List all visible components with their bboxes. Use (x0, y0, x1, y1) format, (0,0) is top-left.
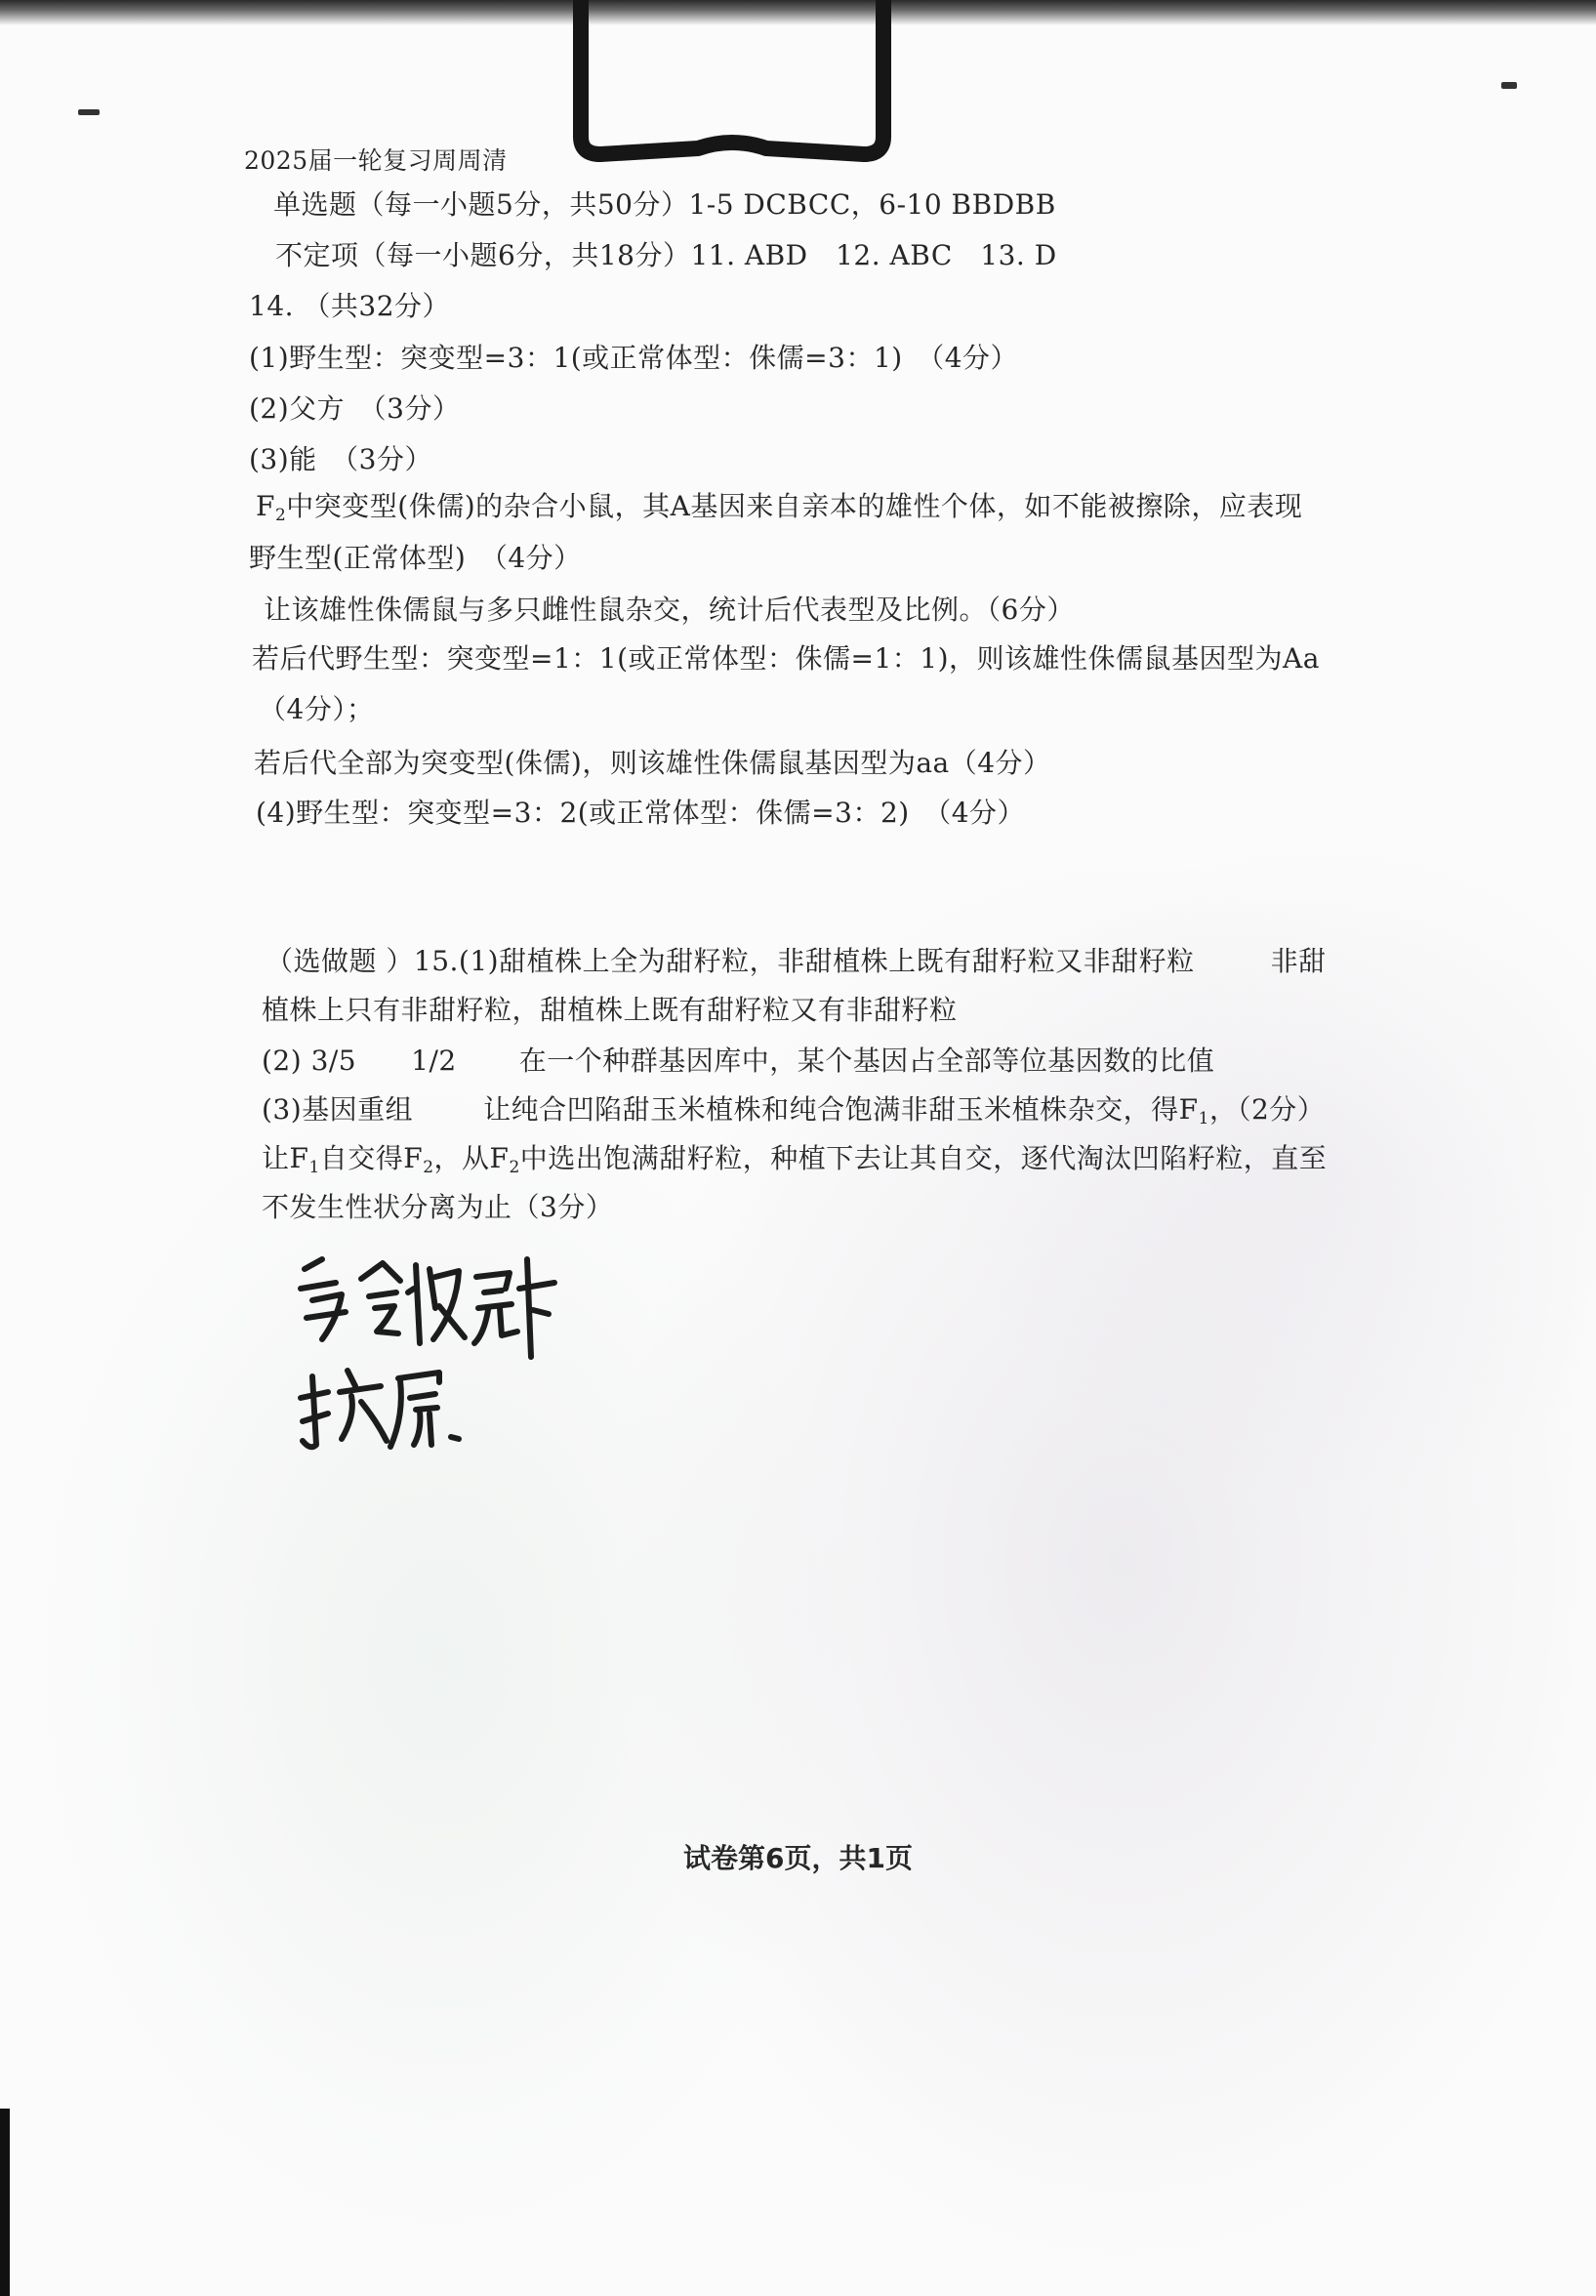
answer-q14-part1: (1)野生型：突变型=3：1(或正常体型：侏儒=3：1) （4分） (249, 342, 1019, 374)
answer-q15-part2 (262, 1045, 1214, 1078)
answer-q15-part1-cont: 植株上只有非甜籽粒，甜植株上既有甜籽粒又有非甜籽粒 (262, 994, 958, 1026)
text-segment: 非甜 (1270, 945, 1327, 977)
answer-q15-part3-cont (262, 1142, 1327, 1184)
answer-q14-heading: 14. （共32分） (249, 290, 451, 322)
text-segment: (3)基因重组 (262, 1093, 414, 1126)
subscript: 2 (509, 1158, 520, 1177)
f-symbol: F (256, 490, 275, 522)
answer-q14-result2: 若后代全部为突变型(侏儒)，则该雄性侏儒鼠基因型为aa（4分） (254, 747, 1051, 779)
answer-q14-part4: (4)野生型：突变型=3：2(或正常体型：侏儒=3：2) （4分） (256, 797, 1026, 829)
answer-q15-part3 (262, 1093, 1325, 1135)
subscript: 2 (274, 506, 287, 525)
text-segment: 中选出饱满甜籽粒，种植下去让其自交，逐代淘汰凹陷籽粒，直至 (519, 1142, 1328, 1174)
answer-q14-part3-explanation (256, 490, 1302, 532)
answer-q14-result1: 若后代野生型：突变型=1：1(或正常体型：侏儒=1：1)，则该雄性侏儒鼠基因型为Aa (252, 642, 1320, 675)
subscript: 1 (1198, 1109, 1209, 1128)
page-footer: 试卷第6页，共1页 (683, 1842, 913, 1874)
answer-q14-part2: (2)父方 （3分） (249, 392, 461, 425)
clipboard-clip-icon (571, 0, 893, 164)
text-segment: 1/2 (411, 1045, 457, 1077)
text-segment: 在一个种群基因库中，某个基因占全部等位基因数的比值 (518, 1045, 1215, 1077)
answer-q14-part3-explanation-cont: 野生型(正常体型) （4分） (249, 542, 582, 574)
answer-q14-part3: (3)能 （3分） (249, 443, 432, 475)
handwritten-note-signature (293, 1250, 566, 1455)
answer-q14-experiment: 让该雄性侏儒鼠与多只雌性鼠杂交，统计后代表型及比例。（6分） (264, 594, 1075, 626)
scan-speck (1501, 82, 1517, 89)
text-segment: (2) 3/5 (262, 1045, 357, 1077)
text-segment: （选做题 ）15.(1)甜植株上全为甜籽粒，非甜植株上既有甜籽粒又非甜籽粒 (266, 945, 1195, 977)
scan-left-edge (0, 2109, 10, 2296)
sheet-title: 2025届一轮复习周周清 (244, 146, 508, 175)
answer-q15-part3-end: 不发生性状分离为止（3分） (262, 1191, 614, 1223)
text-segment: ，（2分） (1208, 1093, 1326, 1126)
text-segment: 让F (262, 1142, 309, 1174)
scan-speck (78, 109, 100, 115)
answer-multiple-choice: 不定项（每一小题6分，共18分）11. ABD 12. ABC 13. D (275, 239, 1057, 271)
subscript: 2 (423, 1158, 434, 1177)
text-segment: 自交得F (319, 1142, 424, 1174)
subscript: 1 (308, 1158, 320, 1177)
answer-single-choice: 单选题（每一小题5分，共50分）1-5 DCBCC，6-10 BBDBB (273, 188, 1056, 221)
text-segment: 让纯合凹陷甜玉米植株和纯合饱满非甜玉米植株杂交，得F (483, 1093, 1199, 1126)
text-segment: ，从F (433, 1142, 510, 1174)
text-segment: 中突变型(侏儒)的杂合小鼠，其A基因来自亲本的雄性个体，如不能被擦除，应表现 (286, 490, 1303, 522)
answer-q15-part1 (266, 945, 1327, 978)
answer-q14-result1-score: （4分）； (259, 693, 375, 725)
